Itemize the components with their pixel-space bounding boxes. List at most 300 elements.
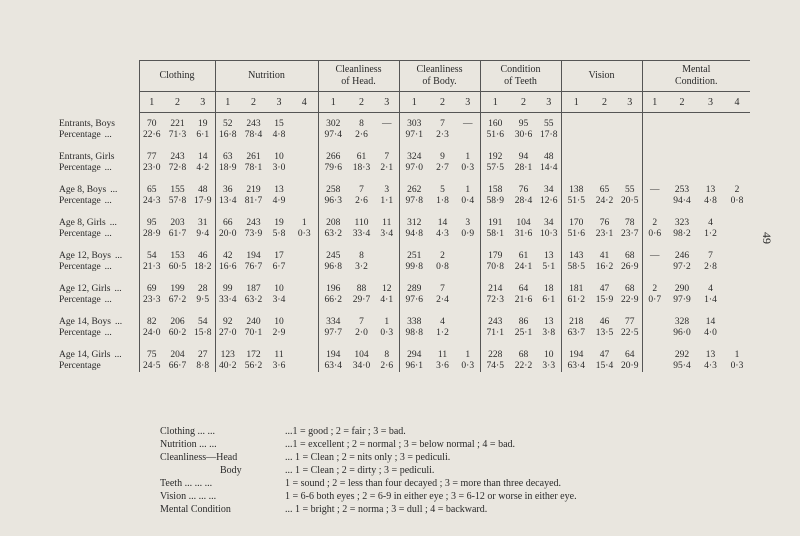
table-cell: 23·1 — [595, 229, 614, 239]
row-label-cell — [57, 218, 139, 229]
table-cell: 34·0 — [352, 361, 371, 371]
column-group-header: Cleanliness of Head. — [318, 61, 399, 92]
table-cell — [667, 163, 697, 174]
table-cell: 11 — [382, 218, 392, 228]
table-cell: 2 — [642, 284, 667, 295]
table-cell: 79·6 — [318, 163, 348, 174]
table-cell: 12·6 — [540, 196, 558, 206]
row-label-cell — [57, 262, 139, 273]
row-label-dots: ... — [114, 284, 122, 294]
column-number-header: 4 — [724, 92, 750, 113]
spacer-cell — [164, 273, 191, 284]
spacer-cell — [399, 306, 429, 317]
spacer-cell — [642, 306, 667, 317]
table-cell: 10 — [274, 317, 284, 327]
spacer-cell — [591, 240, 618, 251]
table-cell: 76·7 — [244, 262, 263, 272]
table-cell: 170 — [561, 218, 591, 229]
row-label-cell — [57, 295, 139, 306]
table-cell: 10 — [274, 152, 284, 162]
table-cell: 11 — [437, 350, 448, 360]
spacer-cell — [57, 306, 139, 317]
table-cell: 0·3 — [297, 229, 311, 239]
table-cell — [591, 113, 618, 131]
spacer-cell — [667, 240, 697, 251]
table-cell: 1·2 — [436, 328, 449, 338]
table-cell: 36 — [215, 185, 240, 196]
table-cell: 5·1 — [542, 262, 556, 272]
table-cell: 243 — [246, 218, 261, 228]
table-cell: 3 — [465, 218, 471, 228]
table-cell: 18·3 — [352, 163, 371, 173]
spacer-cell — [510, 240, 537, 251]
spacer-cell — [561, 240, 591, 251]
spacer-cell — [561, 339, 591, 350]
legend-row — [160, 503, 577, 516]
spacer-cell — [591, 141, 618, 152]
table-cell: 7 — [359, 317, 364, 327]
spacer-cell — [642, 207, 667, 218]
spacer-cell — [429, 339, 456, 350]
table-cell: 67·2 — [168, 295, 187, 305]
spacer-cell — [591, 174, 618, 185]
column-number-header: 2 — [510, 92, 537, 113]
table-cell: 47 — [599, 284, 610, 294]
table-cell: 2·8 — [704, 262, 717, 272]
table-cell — [642, 163, 667, 174]
table-cell: — — [642, 251, 667, 262]
table-cell: 72·8 — [168, 163, 187, 173]
table-cell: 18·9 — [215, 163, 240, 174]
spacer-cell — [375, 174, 399, 185]
spacer-cell — [618, 339, 642, 350]
row-label: Age 14, Girls — [59, 350, 111, 360]
table-cell: 303 — [399, 113, 429, 131]
table-cell: 0·3 — [461, 163, 475, 173]
table-cell: 1 — [465, 350, 471, 360]
table-cell: 218 — [561, 317, 591, 328]
spacer-cell — [191, 339, 215, 350]
spacer-cell — [399, 339, 429, 350]
table-cell: 24·1 — [514, 262, 533, 272]
table-cell: 97·1 — [399, 130, 429, 141]
table-cell: 63·2 — [244, 295, 263, 305]
table-cell: 3·3 — [542, 361, 556, 371]
spacer-cell — [215, 207, 240, 218]
spacer-cell — [318, 174, 348, 185]
table-cell: 221 — [170, 119, 185, 129]
table-cell: 110 — [354, 218, 369, 228]
table-cell: 9·5 — [196, 295, 210, 305]
table-cell: 16·6 — [215, 262, 240, 273]
legend-text: 1 = 6-6 both eyes ; 2 = 6-9 in either eye ; 3 = 6-12 or worse in either eye. — [285, 491, 577, 502]
spacer-cell — [348, 240, 375, 251]
table-cell: 2·0 — [355, 328, 368, 338]
table-cell — [697, 163, 724, 174]
table-cell: 14 — [437, 218, 448, 228]
row-label-cell — [57, 328, 139, 339]
table-row — [57, 284, 750, 295]
table-cell: 1·2 — [704, 229, 717, 239]
table-cell: 261 — [246, 152, 261, 162]
spacer-cell — [57, 207, 139, 218]
table-cell: 94 — [518, 152, 529, 162]
table-row — [57, 262, 750, 273]
table-cell — [642, 361, 667, 372]
legend-text: 1 = sound ; 2 = less than four decayed ; 3 = more than three decayed. — [285, 478, 562, 489]
table-row — [57, 130, 750, 141]
spacer-cell — [642, 339, 667, 350]
table-cell: 95·4 — [673, 361, 691, 371]
table-cell: 54 — [198, 317, 208, 327]
legend-text: ...1 = excellent ; 2 = normal ; 3 = below normal ; 4 = bad. — [285, 439, 516, 450]
table-cell: 61 — [518, 251, 529, 261]
table-cell: 8 — [359, 119, 364, 129]
table-cell: 290 — [674, 284, 690, 294]
table-cell: 4·3 — [436, 229, 449, 239]
table-cell: 8·8 — [196, 361, 210, 371]
spacer-cell — [510, 207, 537, 218]
table-cell: 54 — [139, 251, 164, 262]
spacer-cell — [429, 174, 456, 185]
column-number-header: 2 — [240, 92, 267, 113]
table-cell: 302 — [318, 113, 348, 131]
table-cell: 23·3 — [139, 295, 164, 306]
column-number-header: 3 — [697, 92, 724, 113]
table-cell: 41 — [599, 251, 610, 261]
table-cell: 22·9 — [621, 295, 639, 305]
table-cell: 94·4 — [673, 196, 691, 206]
spacer-cell — [164, 141, 191, 152]
table-cell: 55 — [625, 185, 635, 195]
table-cell — [724, 113, 750, 131]
table-cell: 78·4 — [244, 130, 263, 140]
table-cell: 96·0 — [673, 328, 691, 338]
spacer-cell — [618, 240, 642, 251]
table-cell: 71·3 — [168, 130, 187, 140]
row-label: Entrants, Boys — [59, 118, 115, 129]
row-label-dots: ... — [115, 251, 123, 261]
table-cell: 1·1 — [380, 196, 394, 206]
column-group-header: Mental Condition. — [642, 61, 750, 92]
spacer-cell — [429, 306, 456, 317]
row-spacer — [57, 339, 750, 350]
spacer-cell — [240, 174, 267, 185]
row-label-dots: ... — [104, 262, 112, 272]
spacer-cell — [348, 273, 375, 284]
table-cell: 266 — [318, 152, 348, 163]
table-cell: 7 — [708, 251, 713, 261]
table-cell: 21·6 — [514, 295, 533, 305]
column-number-header: 3 — [191, 92, 215, 113]
row-label-cell — [57, 251, 139, 262]
table-cell: 0·7 — [642, 295, 667, 306]
column-group-header: Cleanliness of Body. — [399, 61, 480, 92]
table-cell: 2 — [440, 251, 445, 261]
table-cell: 13·4 — [215, 196, 240, 207]
table-cell: 81·7 — [244, 196, 263, 206]
column-number-header: 2 — [164, 92, 191, 113]
table-cell: 323 — [674, 218, 690, 228]
table-cell: 9·4 — [196, 229, 210, 239]
table-cell: 191 — [480, 218, 510, 229]
table-cell: 63 — [215, 152, 240, 163]
spacer-cell — [291, 174, 318, 185]
table-cell: 46 — [198, 251, 208, 261]
table-cell — [291, 130, 318, 141]
table-cell: 24·5 — [139, 361, 164, 372]
row-label: Percentage — [59, 130, 101, 140]
table-cell: 153 — [170, 251, 185, 261]
table-cell: 2·1 — [380, 163, 394, 173]
spacer-cell — [667, 306, 697, 317]
spacer-cell — [164, 240, 191, 251]
table-cell: 10·3 — [540, 229, 558, 239]
table-cell: 123 — [215, 350, 240, 361]
table-cell — [561, 163, 591, 174]
spacer-cell — [191, 207, 215, 218]
table-row — [57, 251, 750, 262]
table-cell: 77 — [625, 317, 635, 327]
spacer-cell — [480, 306, 510, 317]
column-number-header: 1 — [642, 92, 667, 113]
table-cell: 24·3 — [139, 196, 164, 207]
table-cell: 17 — [274, 251, 284, 261]
table-cell: 48 — [544, 152, 554, 162]
table-cell: 65 — [599, 185, 610, 195]
table-cell — [724, 163, 750, 174]
legend-key: Body — [220, 465, 242, 476]
column-group-header: Clothing — [139, 61, 215, 92]
table-cell: 70 — [139, 113, 164, 131]
table-cell: 17·8 — [540, 130, 558, 140]
table-cell: 77 — [139, 152, 164, 163]
table-cell: 13 — [705, 185, 716, 195]
table-cell — [724, 229, 750, 240]
table-cell — [375, 130, 399, 141]
table-cell — [642, 262, 667, 273]
table-cell: 338 — [399, 317, 429, 328]
spacer-cell — [240, 207, 267, 218]
legend-row — [160, 451, 577, 464]
spacer-cell — [191, 141, 215, 152]
table-cell: 10 — [544, 350, 554, 360]
spacer-cell — [642, 240, 667, 251]
spacer-cell — [642, 273, 667, 284]
row-label-dots: ... — [110, 185, 118, 195]
spacer-cell — [456, 207, 480, 218]
table-cell: 8 — [384, 350, 390, 360]
table-cell: 192 — [480, 152, 510, 163]
spacer-cell — [429, 141, 456, 152]
table-cell: 4 — [708, 284, 713, 294]
header-blank — [57, 92, 139, 113]
table-cell: 13 — [544, 317, 554, 327]
table-cell: 4·1 — [380, 295, 394, 305]
table-cell: 4·2 — [196, 163, 210, 173]
table-cell: 13 — [544, 251, 554, 261]
legend-key: Teeth ... ... ... — [160, 478, 213, 489]
row-label: Percentage — [59, 163, 101, 173]
row-spacer — [57, 207, 750, 218]
spacer-cell — [139, 174, 164, 185]
table-cell: 194 — [246, 251, 261, 261]
table-cell: 104 — [516, 218, 531, 228]
table-cell: 66·2 — [318, 295, 348, 306]
spacer-cell — [57, 141, 139, 152]
table-cell: 253 — [674, 185, 690, 195]
row-label-dots: ... — [104, 328, 112, 338]
spacer-cell — [399, 141, 429, 152]
table-cell: 258 — [318, 185, 348, 196]
legend-text: ... 1 = bright ; 2 = norma ; 3 = dull ; 4 = backward. — [285, 504, 488, 515]
table-cell: 61·7 — [168, 229, 187, 239]
table-cell: 34 — [544, 218, 554, 228]
spacer-cell — [537, 339, 561, 350]
table-cell — [724, 284, 750, 295]
table-cell — [291, 196, 318, 207]
table-cell — [618, 130, 642, 141]
spacer-cell — [348, 306, 375, 317]
table-cell: 194 — [318, 350, 348, 361]
table-cell — [618, 163, 642, 174]
spacer-cell — [618, 273, 642, 284]
table-cell: 95 — [139, 218, 164, 229]
spacer-cell — [267, 240, 291, 251]
table-cell: 203 — [170, 218, 185, 228]
table-cell: 27·0 — [215, 328, 240, 339]
spacer-cell — [480, 339, 510, 350]
row-label: Age 12, Girls — [59, 284, 111, 294]
spacer-cell — [291, 273, 318, 284]
spacer-cell — [215, 240, 240, 251]
table-cell: 20·9 — [621, 361, 639, 371]
table-cell — [375, 251, 399, 262]
table-cell — [591, 163, 618, 174]
table-cell: 34 — [544, 185, 554, 195]
table-cell — [375, 262, 399, 273]
spacer-cell — [139, 240, 164, 251]
table-cell: 55 — [544, 119, 554, 129]
spacer-cell — [480, 273, 510, 284]
spacer-cell — [667, 339, 697, 350]
spacer-cell — [57, 273, 139, 284]
table-cell: 96·3 — [318, 196, 348, 207]
spacer-cell — [240, 141, 267, 152]
table-cell: 30·6 — [514, 130, 533, 140]
table-row — [57, 185, 750, 196]
row-label: Age 12, Boys — [59, 251, 111, 261]
spacer-cell — [240, 273, 267, 284]
spacer-cell — [375, 207, 399, 218]
spacer-cell — [510, 141, 537, 152]
spacer-cell — [510, 174, 537, 185]
row-label-cell — [57, 361, 139, 372]
spacer-cell — [318, 141, 348, 152]
legend-row — [160, 490, 577, 503]
spacer-cell — [291, 207, 318, 218]
table-cell: 2·6 — [380, 361, 394, 371]
table-cell — [642, 196, 667, 207]
spacer-cell — [164, 306, 191, 317]
spacer-cell — [215, 306, 240, 317]
table-cell: 2·3 — [436, 130, 449, 140]
table-cell: — — [463, 119, 473, 129]
table-cell: 3·4 — [380, 229, 394, 239]
table-cell: 2·4 — [436, 295, 449, 305]
row-label-cell — [57, 350, 139, 361]
spacer-cell — [591, 306, 618, 317]
table-cell: 97·4 — [318, 130, 348, 141]
spacer-cell — [561, 306, 591, 317]
table-cell: 51·6 — [480, 130, 510, 141]
table-cell — [561, 152, 591, 163]
row-label: Age 8, Girls — [59, 218, 106, 228]
table-cell: 24·2 — [595, 196, 614, 206]
table-cell: 76 — [518, 185, 529, 195]
spacer-cell — [537, 207, 561, 218]
table-cell: 14 — [705, 317, 716, 327]
table-cell: 96·8 — [318, 262, 348, 273]
spacer-cell — [537, 306, 561, 317]
spacer-cell — [510, 339, 537, 350]
spacer-cell — [510, 273, 537, 284]
column-number-header: 3 — [456, 92, 480, 113]
spacer-cell — [164, 207, 191, 218]
table-cell: 2 — [734, 185, 740, 195]
column-number-header: 1 — [215, 92, 240, 113]
spacer-cell — [191, 273, 215, 284]
legend-row — [160, 464, 577, 477]
spacer-cell — [348, 141, 375, 152]
row-label: Age 14, Boys — [59, 317, 111, 327]
spacer-cell — [537, 174, 561, 185]
table-cell — [291, 361, 318, 372]
row-label: Percentage — [59, 229, 101, 239]
table-cell: 1 — [384, 317, 390, 327]
table-cell: 3 — [384, 185, 390, 195]
spacer-cell — [291, 339, 318, 350]
table-cell: 245 — [318, 251, 348, 262]
spacer-cell — [724, 240, 750, 251]
spacer-cell — [318, 339, 348, 350]
table-cell: 6·1 — [542, 295, 556, 305]
spacer-cell — [642, 174, 667, 185]
table-cell: 99 — [215, 284, 240, 295]
table-cell: 0·8 — [730, 196, 744, 206]
spacer-cell — [291, 240, 318, 251]
table-cell: 15 — [274, 119, 284, 129]
table-cell: 66·7 — [168, 361, 187, 371]
spacer-cell — [697, 240, 724, 251]
table-cell: 63·2 — [318, 229, 348, 240]
table-cell: 251 — [399, 251, 429, 262]
column-number-header: 2 — [591, 92, 618, 113]
table-cell — [456, 284, 480, 295]
row-label-cell — [57, 185, 139, 196]
table-cell: 243 — [246, 119, 261, 129]
table-cell — [667, 152, 697, 163]
spacer-cell — [191, 306, 215, 317]
table-cell: 72·3 — [480, 295, 510, 306]
table-cell: 208 — [318, 218, 348, 229]
table-cell — [667, 130, 697, 141]
table-cell — [291, 163, 318, 174]
spacer-cell — [267, 207, 291, 218]
table-cell: 98·2 — [673, 229, 691, 239]
table-row — [57, 350, 750, 361]
table-cell: 15·4 — [595, 361, 614, 371]
